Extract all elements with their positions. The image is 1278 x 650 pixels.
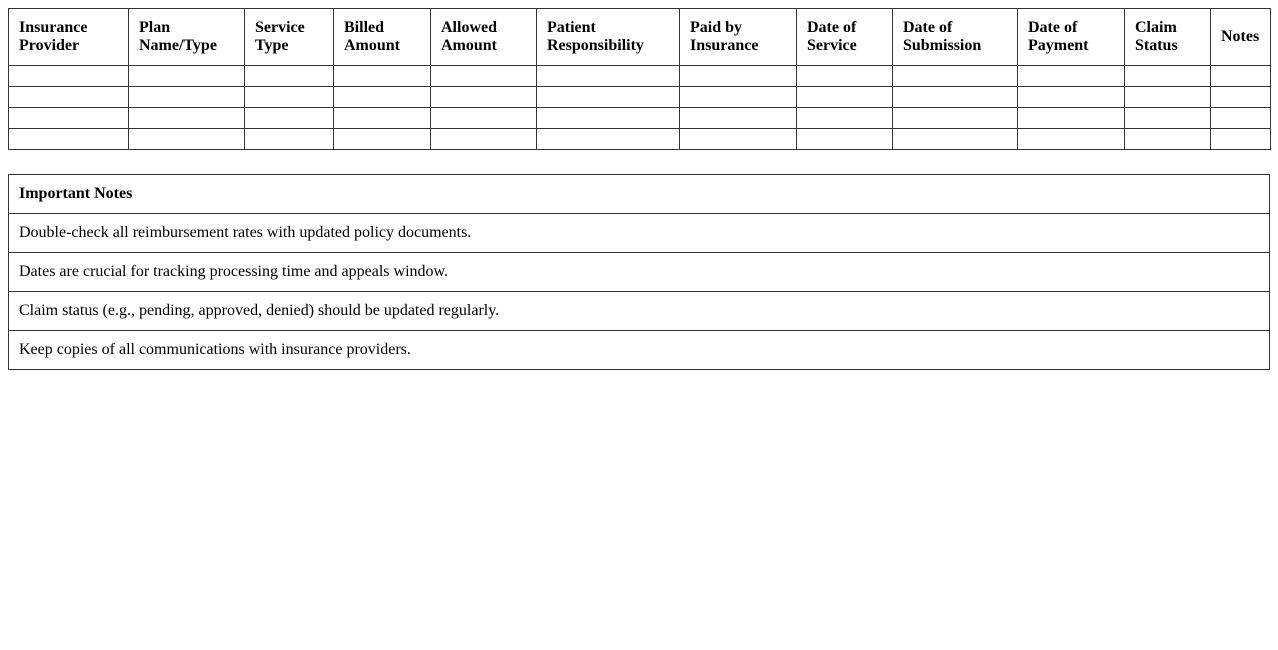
table-cell[interactable] bbox=[9, 108, 129, 129]
table-cell[interactable] bbox=[537, 66, 680, 87]
table-cell[interactable] bbox=[245, 108, 334, 129]
table-cell[interactable] bbox=[537, 87, 680, 108]
table-cell[interactable] bbox=[129, 66, 245, 87]
header-line: Date of bbox=[903, 19, 953, 36]
table-row bbox=[9, 129, 1271, 150]
header-line: Date of bbox=[1028, 19, 1078, 36]
table-cell[interactable] bbox=[680, 129, 797, 150]
header-allowed-amount bbox=[431, 9, 537, 66]
table-cell[interactable] bbox=[1125, 129, 1211, 150]
table-cell[interactable] bbox=[893, 108, 1018, 129]
header-billed-amount bbox=[334, 9, 431, 66]
table-cell[interactable] bbox=[680, 108, 797, 129]
header-line: Status bbox=[1135, 37, 1178, 54]
table-cell[interactable] bbox=[431, 66, 537, 87]
table-cell[interactable] bbox=[797, 129, 893, 150]
table-cell[interactable] bbox=[1125, 66, 1211, 87]
table-row bbox=[9, 87, 1271, 108]
table-cell[interactable] bbox=[1211, 108, 1271, 129]
list-item bbox=[9, 253, 1270, 292]
table-cell[interactable] bbox=[334, 108, 431, 129]
header-date-of-payment bbox=[1018, 9, 1125, 66]
table-cell[interactable] bbox=[245, 129, 334, 150]
table-cell[interactable] bbox=[797, 66, 893, 87]
table-cell[interactable] bbox=[797, 108, 893, 129]
header-line: Plan bbox=[139, 19, 171, 36]
claims-table bbox=[8, 8, 1271, 150]
table-cell[interactable] bbox=[431, 87, 537, 108]
header-date-of-service bbox=[797, 9, 893, 66]
header-line: Date of bbox=[807, 19, 857, 36]
header-notes bbox=[1211, 9, 1271, 66]
header-line: Type bbox=[255, 37, 289, 54]
note-text: Keep copies of all communications with insurance providers. bbox=[9, 331, 1270, 370]
header-line: Paid by bbox=[690, 19, 743, 36]
important-notes-table bbox=[8, 174, 1270, 370]
header-date-of-submission bbox=[893, 9, 1018, 66]
header-line: Amount bbox=[441, 37, 498, 54]
table-cell[interactable] bbox=[893, 66, 1018, 87]
note-text: Dates are crucial for tracking processing time and appeals window. bbox=[9, 253, 1270, 292]
header-patient-responsibility bbox=[537, 9, 680, 66]
table-cell[interactable] bbox=[245, 66, 334, 87]
table-cell[interactable] bbox=[797, 87, 893, 108]
table-cell[interactable] bbox=[245, 87, 334, 108]
header-line: Submission bbox=[903, 37, 982, 54]
table-cell[interactable] bbox=[537, 129, 680, 150]
table-cell[interactable] bbox=[1211, 87, 1271, 108]
header-line: Name/Type bbox=[139, 37, 217, 54]
header-claim-status bbox=[1125, 9, 1211, 66]
table-cell[interactable] bbox=[129, 87, 245, 108]
table-cell[interactable] bbox=[9, 66, 129, 87]
header-line: Allowed bbox=[441, 19, 497, 36]
table-cell[interactable] bbox=[9, 129, 129, 150]
header-service-type bbox=[245, 9, 334, 66]
note-text: Double-check all reimbursement rates with updated policy documents. bbox=[9, 214, 1270, 253]
notes-heading-row bbox=[9, 175, 1270, 214]
table-cell[interactable] bbox=[537, 108, 680, 129]
table-cell[interactable] bbox=[1211, 129, 1271, 150]
list-item bbox=[9, 214, 1270, 253]
table-row bbox=[9, 108, 1271, 129]
header-line: Claim bbox=[1135, 19, 1177, 36]
table-cell[interactable] bbox=[129, 129, 245, 150]
list-item bbox=[9, 331, 1270, 370]
list-item bbox=[9, 292, 1270, 331]
note-text: Claim status (e.g., pending, approved, denied) should be updated regularly. bbox=[9, 292, 1270, 331]
header-line: Service bbox=[255, 19, 305, 36]
table-cell[interactable] bbox=[1125, 87, 1211, 108]
header-line: Payment bbox=[1028, 37, 1089, 54]
table-cell[interactable] bbox=[1018, 129, 1125, 150]
claims-header-row bbox=[9, 9, 1271, 66]
table-cell[interactable] bbox=[893, 87, 1018, 108]
header-line: Patient bbox=[547, 19, 596, 36]
header-line: Provider bbox=[19, 37, 80, 54]
table-cell[interactable] bbox=[129, 108, 245, 129]
table-cell[interactable] bbox=[1018, 87, 1125, 108]
header-line: Responsibility bbox=[547, 37, 644, 54]
header-line: Amount bbox=[344, 37, 401, 54]
header-line: Service bbox=[807, 37, 857, 54]
table-cell[interactable] bbox=[1018, 108, 1125, 129]
notes-heading: Important Notes bbox=[9, 175, 1270, 214]
table-cell[interactable] bbox=[334, 87, 431, 108]
header-insurance-provider bbox=[9, 9, 129, 66]
table-cell[interactable] bbox=[1125, 108, 1211, 129]
header-plan-name-type bbox=[129, 9, 245, 66]
table-cell[interactable] bbox=[1018, 66, 1125, 87]
table-cell[interactable] bbox=[893, 129, 1018, 150]
table-cell[interactable] bbox=[431, 129, 537, 150]
table-cell[interactable] bbox=[9, 87, 129, 108]
table-cell[interactable] bbox=[334, 129, 431, 150]
table-cell[interactable] bbox=[334, 66, 431, 87]
table-row bbox=[9, 66, 1271, 87]
header-line: Insurance bbox=[19, 19, 88, 36]
header-line: Insurance bbox=[690, 37, 759, 54]
table-cell[interactable] bbox=[1211, 66, 1271, 87]
header-paid-by-insurance bbox=[680, 9, 797, 66]
table-cell[interactable] bbox=[680, 87, 797, 108]
header-line: Billed bbox=[344, 19, 385, 36]
header-line: Notes bbox=[1221, 28, 1260, 45]
table-cell[interactable] bbox=[431, 108, 537, 129]
table-cell[interactable] bbox=[680, 66, 797, 87]
